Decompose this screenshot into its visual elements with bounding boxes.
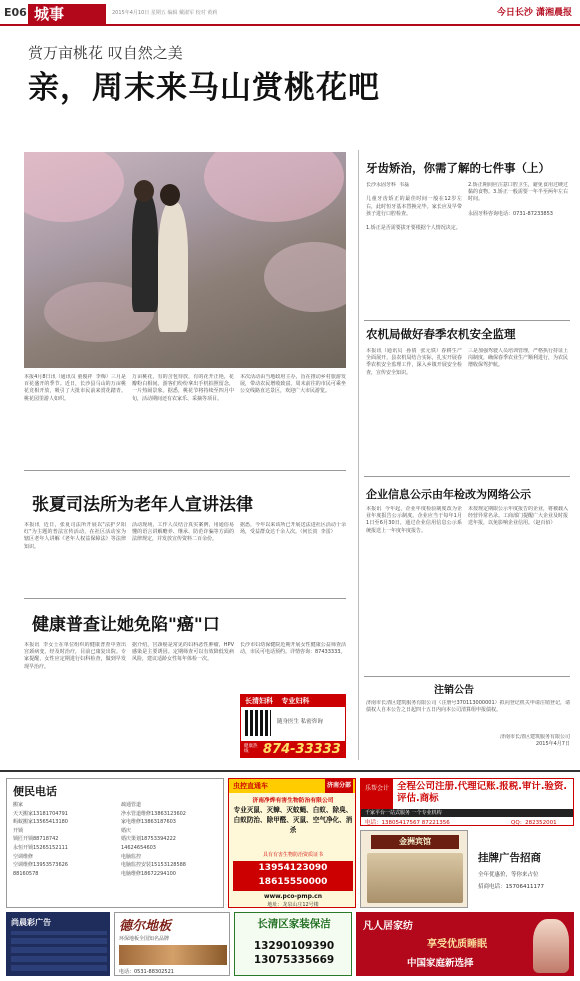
agri-body-col2: 三是加强驾驶人员培训管理，严格执行持证上岗制度，确保春季农业生产顺利进行，为农民增收保驾护航。 xyxy=(468,348,568,369)
ad-slot-phone: 招商电话：15706411177 xyxy=(478,884,544,890)
agri-body-col1: 本报讯（通讯员 孙倩 张元铁）春耕生产全面展开，县农机局结合实际，扎实开展春季农机安全监理工作，深入乡镇开展安全检查，宣传安全知识。 xyxy=(366,348,462,376)
teeth-headline: 牙齿矫治，你需了解的七件事（上） xyxy=(366,161,550,175)
color-print-details xyxy=(11,931,107,971)
column-separator xyxy=(358,150,359,760)
enterprise-headline: 企业信息公示由年检改为网络公示 xyxy=(366,488,531,501)
pest-phone2: 18615550000 xyxy=(258,877,328,887)
legal-headline: 张夏司法所为老年人宣讲法律 xyxy=(32,495,253,515)
ad-slot-title: 挂牌广告招商 xyxy=(478,852,541,864)
accounting-qq: QQ：282352001 xyxy=(511,820,557,826)
der-floor-ad xyxy=(114,912,230,976)
agri-headline: 农机局做好春季农机安全监理 xyxy=(366,327,516,341)
cancel-notice-signoff: 济南市长清区建筑服务有限公司 2015年4月7日 xyxy=(499,734,570,748)
legal-body-col3: 据悉，今年以来该所已开展送法进社区活动十余场，受益群众达千余人次。（何长寅 李雷） xyxy=(240,522,346,536)
floor-swatch xyxy=(119,945,227,965)
hotel-building-image xyxy=(367,853,463,903)
hospital-name: 长清妇科 xyxy=(245,697,273,705)
accounting-phone: 电话：13805417567 87221356 xyxy=(365,820,450,826)
classifieds-col2: 疏通管道 净水管道维修13863123602 家电维修13863187603 婚庆 婚庆策划18753394222 14624654603 电脑监控 电脑监控安装15153128588 电脑维修18672294100 xyxy=(121,802,186,877)
health-body-col2: 据介绍，宫颈癌是常见的妇科恶性肿瘤，HPV感染是主要诱因。定期筛查可以有效降低发病风险，建议适龄女性每年体检一次。 xyxy=(132,642,234,663)
teeth-body-col2: 2.矫正期间应注意口腔卫生，避免食用过硬过黏的食物。3.矫正一般需要一年半至两年左右时间。 永固牙科咨询电话：0731-87233853 xyxy=(468,182,568,217)
page-header xyxy=(0,0,580,34)
housekeeping-phones xyxy=(238,939,350,967)
agri-divider xyxy=(364,476,570,477)
lead-kicker: 赏万亩桃花 叹自然之美 xyxy=(28,44,183,62)
color-print-ad xyxy=(6,912,110,976)
legal-body-col1: 本报讯 近日，张夏司法所开展以"法护夕阳红"为主题的普法宣传活动，在社区活动室为辖区老年人讲解《老年人权益保障法》等法律知识。 xyxy=(24,522,126,550)
legal-body-col2: 活动现场，工作人员结合真实案例，用通俗易懂的语言讲解赡养、继承、防范诈骗等方面的法律规定，并发放宣传资料二百余份。 xyxy=(132,522,234,543)
teeth-body-col1: 长沙永固牙科 韦磊 儿童牙齿矫正的最佳时间一般在12岁左右，此时恒牙基本替换完毕。家长应及早带孩子进行口腔检查。 1.矫正是否需要拔牙要根据个人情况决定。 xyxy=(366,182,462,232)
hospital-phone: 874-33333 xyxy=(263,742,341,757)
health-body-col1: 本报讯 李女士在单位组织的健康普查中查出宫颈病变，经及时治疗，目前已康复出院。专家提醒，女性应定期进行妇科检查，做到早发现早治疗。 xyxy=(24,642,126,670)
pest-phone1: 13954123090 xyxy=(258,863,328,873)
hospital-caption: 随身医生 私密咨询 xyxy=(277,719,323,725)
enterprise-body-col2: 未按规定期限公示年度报告的企业，将被载入经营异常名录。工商部门提醒广大企业及时报送年报，以免影响企业信用。（赵百佰） xyxy=(468,506,568,527)
hospital-phone-bar xyxy=(241,741,346,758)
header-rule xyxy=(0,24,580,26)
textile-title: 凡人居家纺 xyxy=(363,921,413,932)
housekeeping-phone1: 13290109390 xyxy=(253,940,335,952)
ad-slot-sub: 全年优惠价，等你来占位 xyxy=(478,872,539,878)
lead-body-col1: 本报4月8日讯（通讯员 童俊祥 李梅）三月是百花盛开的季节。近日，长沙县马山的万亩桃花竞相开放，吸引了大批市民前来赏花踏青。桃花园里游人如织。 xyxy=(24,374,126,402)
pest-phones xyxy=(233,861,353,891)
qr-code xyxy=(245,710,271,736)
enterprise-body-col1: 本报讯 今年起，企业年度检验制度改为企业年度报告公示制度。企业应当于每年1月1日至6月30日，通过企业信用信息公示系统报送上一年度年度报告。 xyxy=(366,506,462,534)
textile-sub: 享受优质睡眠 xyxy=(427,939,487,950)
classifieds-col1: 搬家 天天搬家13181704791 蚂蚁搬家13565413180 开锁 锁匠开锁88718742 永恒开锁15265152111 空调维修 空调维修13953573626 88160578 xyxy=(13,802,68,877)
classifieds-title: 便民电话 xyxy=(13,785,57,798)
hospital-ad xyxy=(240,694,346,758)
health-headline: 健康普查让她免陷"癌"口 xyxy=(32,615,220,635)
housekeeping-phone2: 13075335669 xyxy=(253,954,335,966)
section-label: 城事 xyxy=(28,4,106,24)
hotel-brand: 金洲宾馆 xyxy=(371,835,459,849)
der-title: 德尔地板 xyxy=(119,919,172,934)
der-phone: 电话：0531-88302521 xyxy=(119,969,174,975)
pest-address: 地址：龙泉山庄12号楼 xyxy=(267,902,319,908)
phone-label: 健康热线 xyxy=(244,744,258,754)
pest-control-ad xyxy=(228,778,356,908)
color-print-title: 尚晨彩广告 xyxy=(11,918,51,927)
model-figure xyxy=(533,919,569,973)
classifieds-box xyxy=(6,778,224,908)
teeth-divider xyxy=(364,320,570,321)
pest-ad-banner xyxy=(229,779,356,793)
date-editor-line: 2015年4月10日 星期五 编辑 戴淑军 校对 黄莉 xyxy=(112,10,218,16)
pest-brand: 虫控直通车 xyxy=(233,782,268,790)
cancel-notice-body: 济南市长清区建筑服务有限公司（注册号370113000001）拟向登记机关申请注销登记，请债权人自本公告之日起四十五日内向本公司清算组申报债权。 xyxy=(366,700,570,714)
pest-company: 济南净烨有害生物防治有限公司 xyxy=(252,798,334,804)
textile-ad xyxy=(356,912,574,976)
lead-divider xyxy=(24,470,346,471)
page-number: E06 xyxy=(4,6,27,19)
pest-services: 专业灭鼠、灭蟑、灭蚊蝇、白蚁、除臭、白蚁防治、除甲醛、灭鼠、空气净化、消杀 xyxy=(233,806,353,834)
hospital-slogan: 专业妇科 xyxy=(281,697,310,705)
accounting-ad xyxy=(360,778,574,826)
health-body-col3: 长沙市妇幼保健院近期开展女性健康公益筛查活动，市民可电话预约。详情咨询：87433333。 xyxy=(240,642,346,656)
pest-web: www.pco-pmp.cn xyxy=(264,893,322,900)
ads-top-rule xyxy=(0,770,580,772)
legal-divider xyxy=(24,598,346,599)
pest-city: 济南分部 xyxy=(325,779,353,793)
accounting-headline: 全程公司注册.代理记账.报税.审计.验资.评估.商标 xyxy=(397,781,568,804)
housekeeping-ad xyxy=(234,912,352,976)
der-sub: 环保地板全国知名品牌 xyxy=(119,936,170,942)
lead-body-col3: 本次活动由当地政府主办，旨在推动乡村旅游发展，带动农民增收致富。周末前往的市民可乘坐公交线路直达景区，欢迎广大市民游览。 xyxy=(240,374,346,395)
housekeeping-title: 长清区家装保洁 xyxy=(257,918,331,930)
hospital-ad-banner xyxy=(241,695,346,707)
masthead-brand: 今日长沙 潇湘晨报 xyxy=(496,8,572,18)
cancel-notice-title: 注销公告 xyxy=(434,685,474,696)
hotel-ad xyxy=(360,830,468,908)
ad-slot-box xyxy=(474,830,574,908)
accounting-sub: 千家平台一站式服务 一个专业机构 xyxy=(361,809,574,817)
lead-body-col2: 万亩桃花，有的含苞待放，有的花开正艳，花瓣粉白相间。游客们纷纷拿出手机拍照留念，一片热闹景象。据悉，桃花节将持续至四月中旬，活动期间还有农家乐、采摘等项目。 xyxy=(132,374,234,402)
pest-note: 具有有害生物防治资质证书 xyxy=(262,852,323,858)
peach-blossom-photo xyxy=(24,152,346,368)
accounting-brand: 乐帮会计 xyxy=(361,779,393,809)
textile-slogan: 中国家庭新选择 xyxy=(407,958,474,969)
lead-headline: 亲，周末来马山赏桃花吧 xyxy=(28,70,380,106)
enterprise-divider xyxy=(364,676,570,677)
